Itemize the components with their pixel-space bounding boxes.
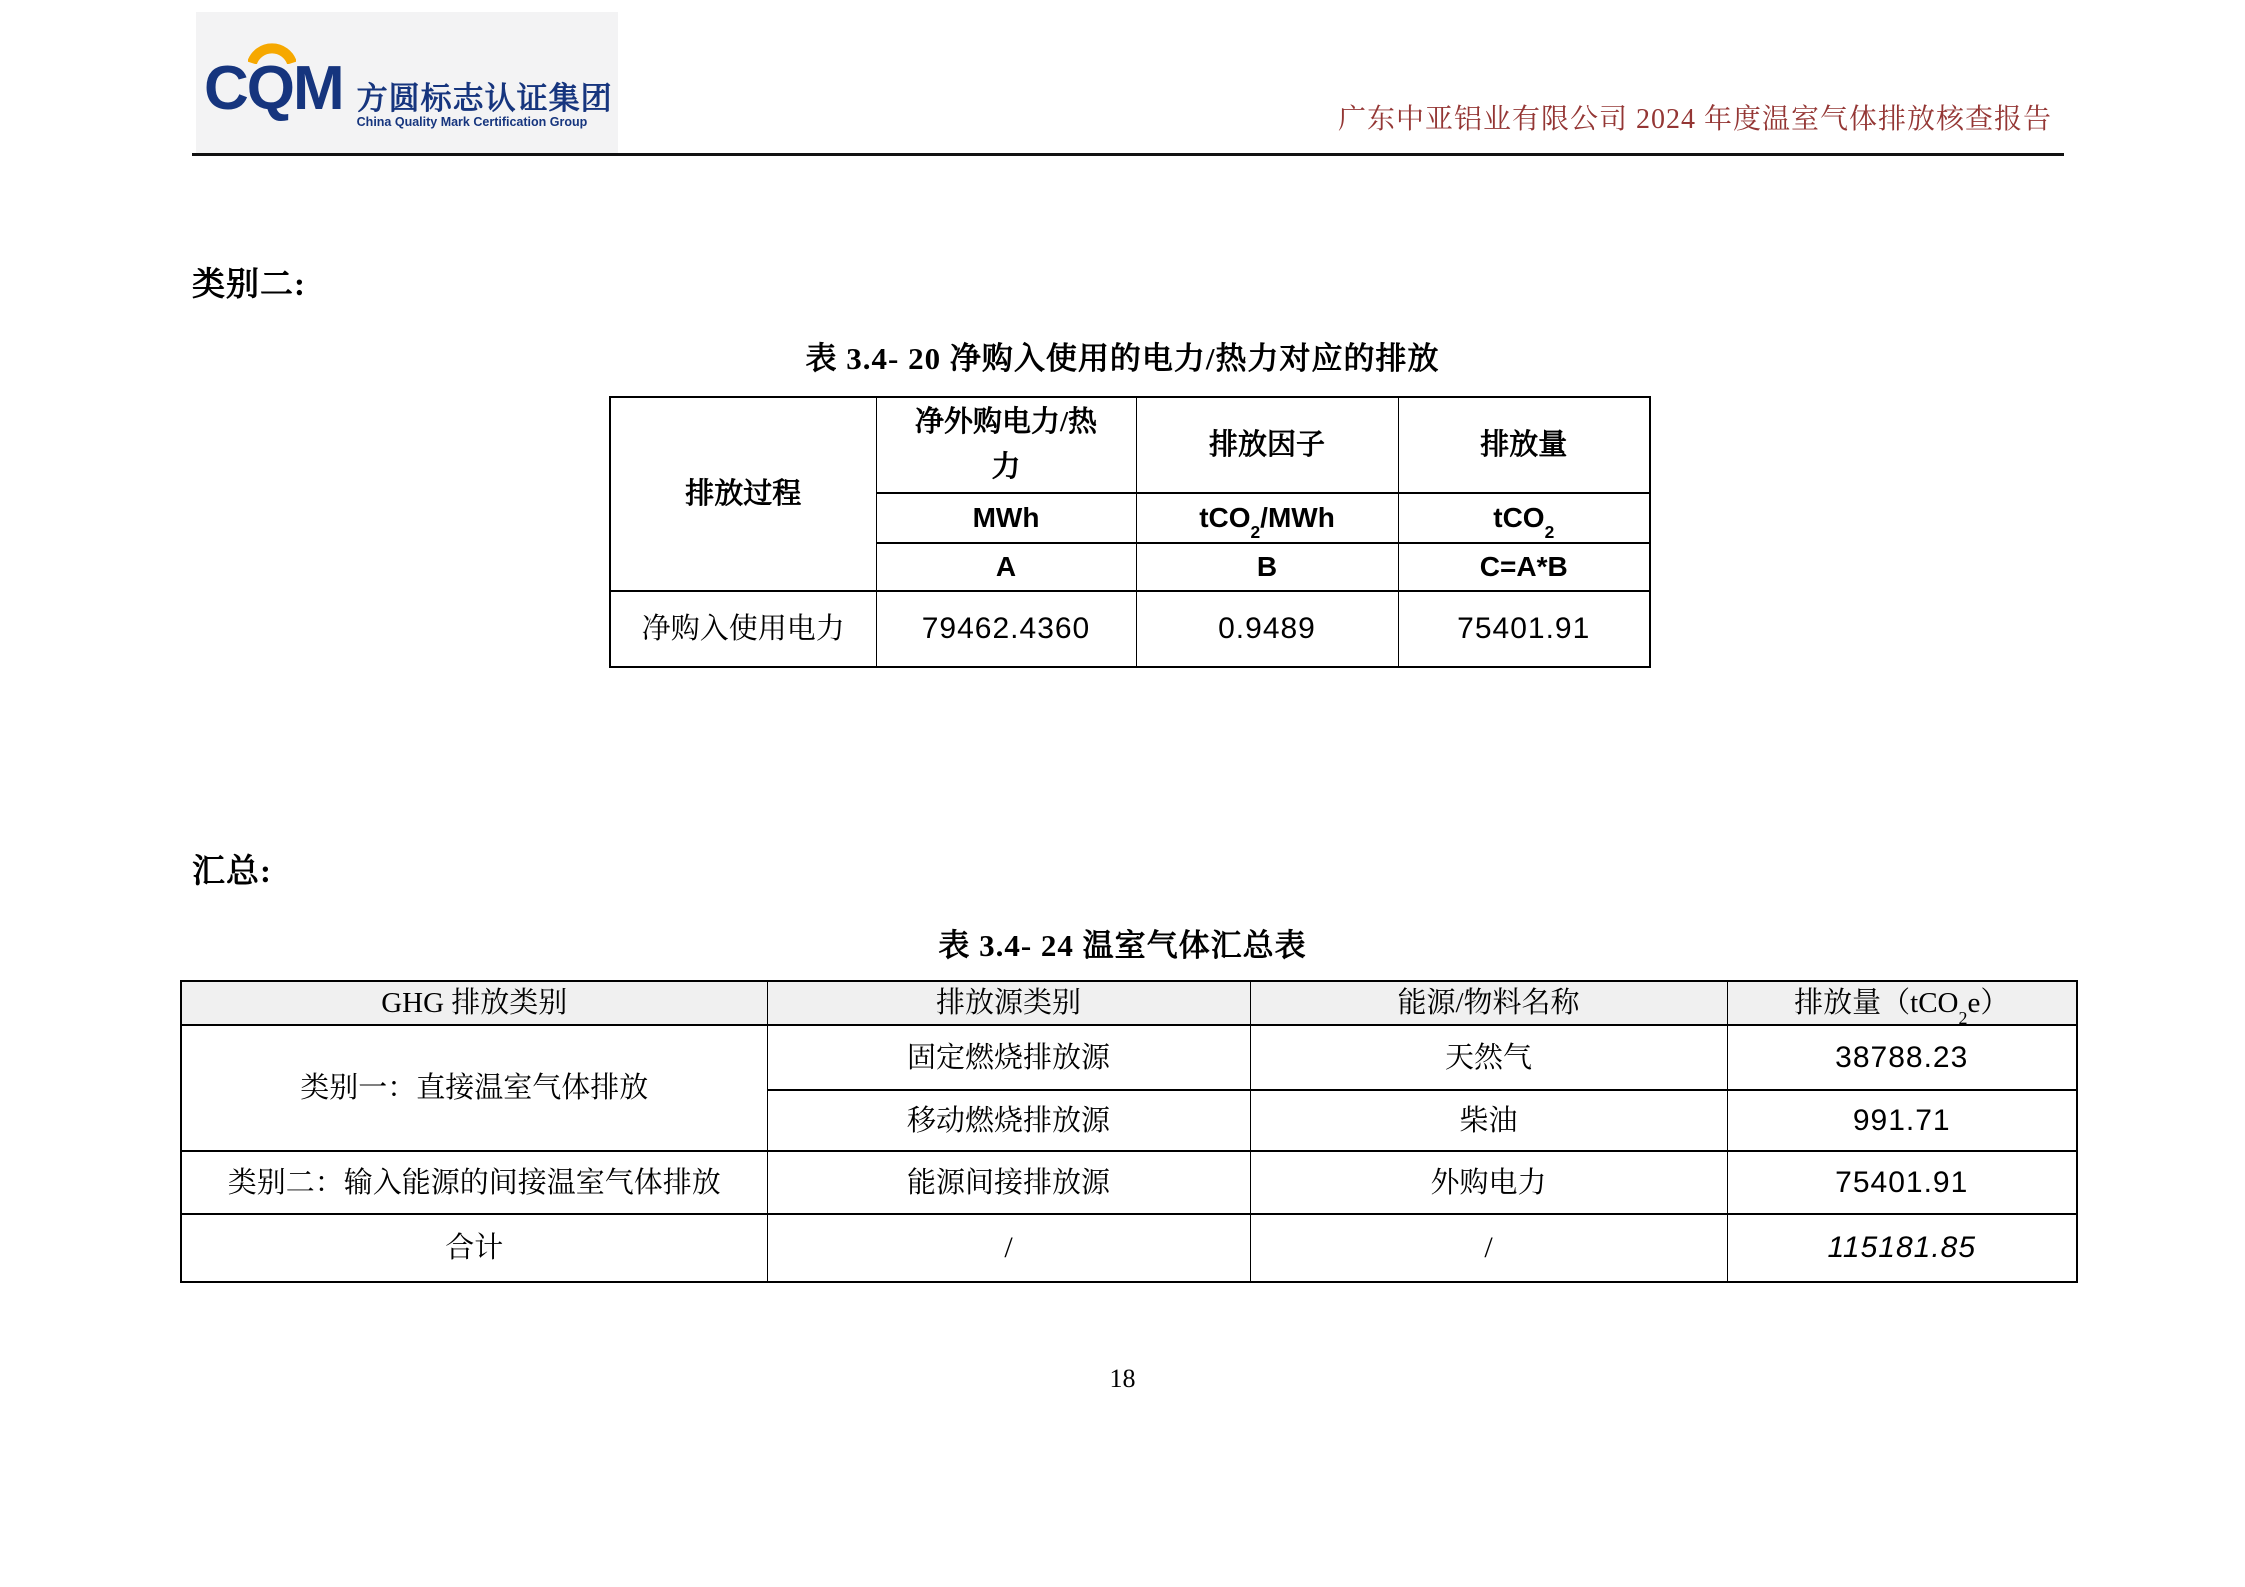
section-label-summary: 汇总: [192,854,272,890]
table2-header-category: GHG 排放类别 [181,981,767,1025]
logo-background-band [196,12,618,153]
page-number: 18 [1109,1364,1136,1393]
logo-cn-name: 方圆标志认证集团 [356,81,613,116]
table2-cell-total-source-slash: / [767,1214,1250,1282]
table1-letter-a: A [876,543,1136,591]
table1-unit-factor: tCO$_2$/MWh [1136,493,1398,543]
table2-value-total: 115181.85 [1727,1214,2077,1282]
table2-cell-diesel: 柴油 [1250,1090,1727,1151]
table1-value-b: 0.9489 [1136,591,1398,667]
table1-letter-c: C=A*B [1398,543,1650,591]
section-label-category2: 类别二: [192,267,306,303]
table1-row-process: 净购入使用电力 [610,591,876,667]
table2-cell-natural-gas: 天然气 [1250,1025,1727,1090]
table2-header-material: 能源/物料名称 [1250,981,1727,1025]
table1-value-c: 75401.91 [1398,591,1650,667]
table2-cell-category1: 类别一：直接温室气体排放 [181,1025,767,1151]
table1-unit-amount: tCO$_2$ [1398,493,1650,543]
table2-title: 表 3.4- 24 温室气体汇总表 [938,928,1307,963]
table1-header-purchased: 净外购电力/热力 [876,397,1136,493]
table2-cell-indirect-source: 能源间接排放源 [767,1151,1250,1214]
logo-arc-icon [248,42,296,69]
electricity-emission-table [609,396,1651,668]
table2-cell-total-label: 合计 [181,1214,767,1282]
cqm-acronym-wrap [204,54,343,123]
table2-cell-purchased-electricity: 外购电力 [1250,1151,1727,1214]
table1-title: 表 3.4- 20 净购入使用的电力/热力对应的排放 [805,341,1440,376]
table1-header-amount: 排放量 [1398,397,1650,493]
ghg-summary-table [180,980,2078,1283]
table2-cell-mobile-source: 移动燃烧排放源 [767,1090,1250,1151]
logo-en-name: China Quality Mark Certification Group [356,115,588,129]
table2-value-natural-gas: 38788.23 [1727,1025,2077,1090]
header-report-title: 广东中亚铝业有限公司 2024 年度温室气体排放核查报告 [1337,104,2052,135]
table2-value-diesel: 991.71 [1727,1090,2077,1151]
table1-value-a: 79462.4360 [876,591,1136,667]
table1-header-factor: 排放因子 [1136,397,1398,493]
cqm-logo [204,54,613,130]
table2-cell-category2: 类别二：输入能源的间接温室气体排放 [181,1151,767,1214]
table2-cell-total-material-slash: / [1250,1214,1727,1282]
table1-letter-b: B [1136,543,1398,591]
table2-value-electricity: 75401.91 [1727,1151,2077,1214]
logo-text-block [357,82,613,130]
table1-unit-mwh: MWh [876,493,1136,543]
table1-header-process: 排放过程 [610,397,876,591]
header-divider [192,153,2064,156]
table2-header-amount: 排放量（tCO$_2$e） [1727,981,2077,1025]
table2-cell-stationary-source: 固定燃烧排放源 [767,1025,1250,1090]
logo-acronym: CQM [204,54,343,123]
table2-header-source: 排放源类别 [767,981,1250,1025]
